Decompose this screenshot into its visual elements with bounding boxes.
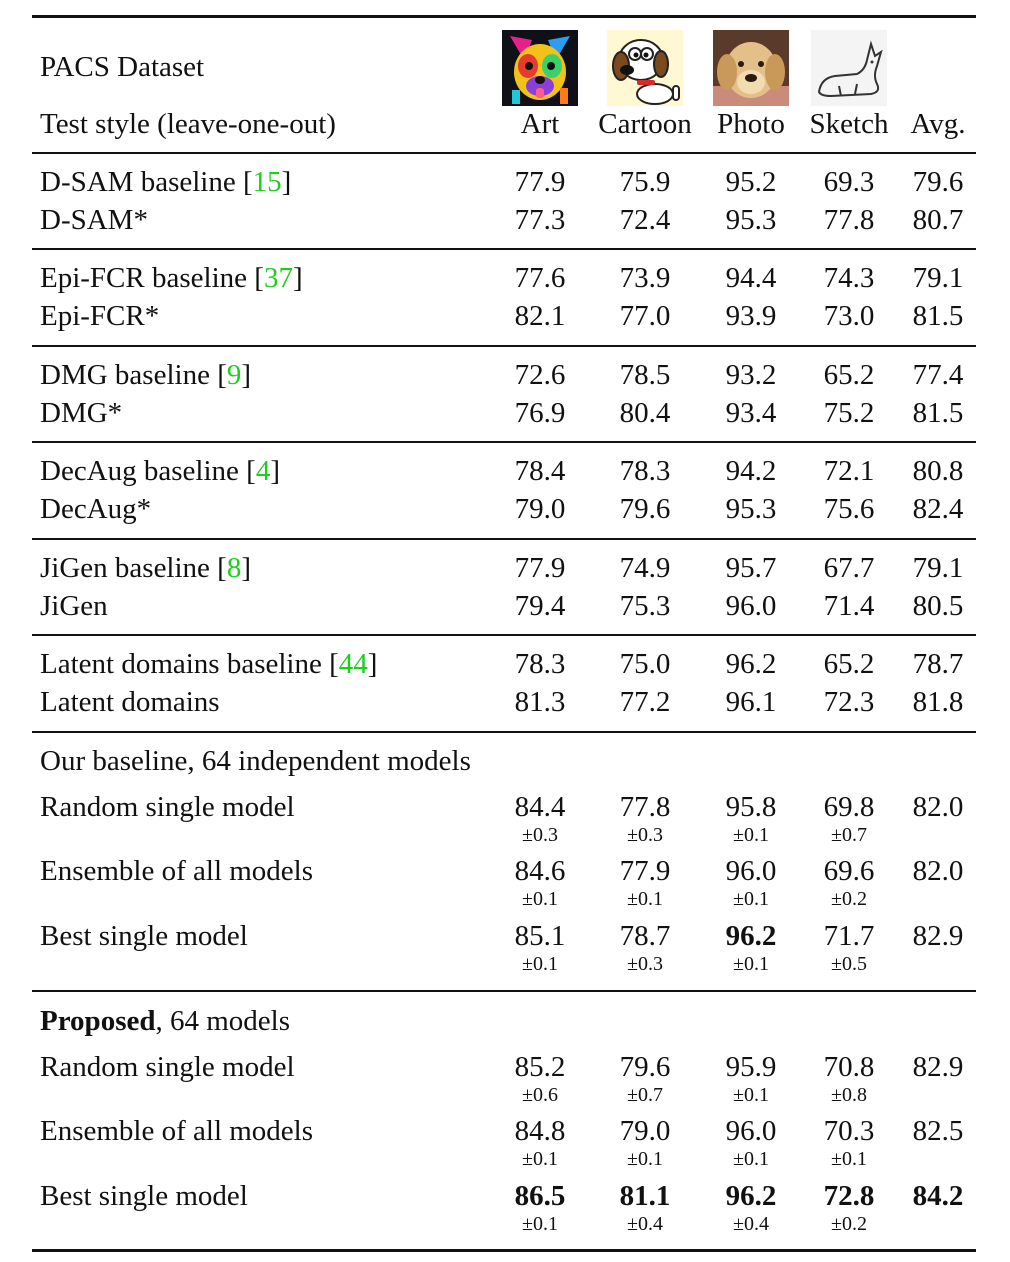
cite-bracket-close: ]	[292, 262, 303, 294]
value-cartoon: 78.3	[619, 455, 671, 487]
method-name	[40, 647, 377, 681]
cartoon-dog-thumbnail	[607, 30, 683, 106]
value-art: 78.3	[514, 648, 566, 680]
value-art: 77.6	[514, 262, 566, 294]
method-name-text: JiGen baseline	[40, 552, 218, 584]
proposed-title	[40, 1004, 290, 1038]
method-name: Ensemble of all models	[40, 855, 314, 887]
value-avg: 80.7	[912, 204, 964, 236]
column-header-art: Art	[520, 108, 560, 140]
value-sketch: 69.6	[823, 855, 875, 887]
value-photo: 95.3	[725, 204, 777, 236]
value-sketch: 75.2	[823, 397, 875, 429]
value-photo: 96.0	[725, 1115, 777, 1147]
std-sketch: ±0.2	[831, 888, 867, 910]
value-sketch: 67.7	[823, 552, 875, 584]
method-name	[40, 299, 159, 333]
value-art: 81.3	[514, 686, 566, 718]
cite-bracket-close: ]	[367, 648, 378, 680]
value-cartoon: 74.9	[619, 552, 671, 584]
method-name: Random single model	[40, 1051, 295, 1083]
std-photo: ±0.4	[733, 1213, 769, 1235]
method-name-text: D-SAM*	[40, 204, 148, 236]
value-photo: 96.2	[725, 648, 777, 680]
value-sketch: 73.0	[823, 300, 875, 332]
std-art: ±0.6	[522, 1084, 558, 1106]
value-sketch: 72.1	[823, 455, 875, 487]
value-sketch: 70.3	[823, 1115, 875, 1147]
group-rule	[32, 634, 976, 636]
group-rule	[32, 990, 976, 992]
std-photo: ±0.1	[733, 1148, 769, 1170]
value-art: 85.2	[514, 1051, 566, 1083]
value-cartoon: 77.2	[619, 686, 671, 718]
method-name: Random single model	[40, 791, 295, 823]
value-cartoon: 80.4	[619, 397, 671, 429]
group-rule	[32, 248, 976, 250]
value-sketch: 70.8	[823, 1051, 875, 1083]
cite-bracket-close: ]	[241, 552, 252, 584]
value-avg: 81.8	[912, 686, 964, 718]
value-photo: 94.2	[725, 455, 777, 487]
value-avg: 82.4	[912, 493, 964, 525]
cite-bracket-open: [	[217, 552, 227, 584]
value-sketch: 71.4	[823, 590, 875, 622]
bottom-rule	[32, 1249, 976, 1252]
value-sketch: 75.6	[823, 493, 875, 525]
value-avg: 80.5	[912, 590, 964, 622]
value-avg: 82.0	[912, 791, 964, 823]
std-sketch: ±0.1	[831, 1148, 867, 1170]
value-sketch: 65.2	[823, 359, 875, 391]
group-rule	[32, 345, 976, 347]
std-photo: ±0.1	[733, 1084, 769, 1106]
method-name	[40, 454, 280, 488]
value-photo: 96.1	[725, 686, 777, 718]
value-avg: 78.7	[912, 648, 964, 680]
value-cartoon: 73.9	[619, 262, 671, 294]
value-art: 84.6	[514, 855, 566, 887]
value-art: 79.0	[514, 493, 566, 525]
cite-bracket-open: [	[242, 166, 253, 198]
proposed-title-rest: , 64 models	[155, 1005, 291, 1037]
value-avg: 82.9	[912, 1051, 964, 1083]
art-dog-thumbnail	[502, 30, 578, 106]
value-photo: 93.4	[725, 397, 777, 429]
std-cartoon: ±0.1	[627, 1148, 663, 1170]
citation-link[interactable]: 44	[338, 648, 368, 680]
value-photo: 95.3	[725, 493, 777, 525]
value-art: 84.8	[514, 1115, 566, 1147]
value-photo: 95.8	[725, 791, 777, 823]
cite-bracket-open: [	[246, 455, 256, 487]
method-name-text: D-SAM baseline	[40, 166, 243, 198]
value-sketch: 72.8	[823, 1180, 875, 1212]
test-style-label: Test style (leave-one-out)	[40, 108, 336, 140]
value-cartoon: 78.5	[619, 359, 671, 391]
method-name: Ensemble of all models	[40, 1115, 314, 1147]
value-cartoon: 79.6	[619, 1051, 671, 1083]
group-rule	[32, 441, 976, 443]
column-header-photo: Photo	[717, 108, 785, 140]
value-art: 85.1	[514, 920, 566, 952]
citation-link[interactable]: 15	[252, 166, 282, 198]
value-art: 72.6	[514, 359, 566, 391]
std-sketch: ±0.5	[831, 953, 867, 975]
value-cartoon: 78.7	[619, 920, 671, 952]
method-name	[40, 358, 251, 392]
value-sketch: 77.8	[823, 204, 875, 236]
method-name-text: JiGen	[40, 590, 108, 622]
cite-bracket-close: ]	[281, 166, 292, 198]
value-cartoon: 81.1	[619, 1180, 671, 1212]
header-rule	[32, 152, 976, 154]
method-name-text: DMG baseline	[40, 359, 218, 391]
method-name	[40, 203, 148, 237]
value-art: 79.4	[514, 590, 566, 622]
our-baseline-title: Our baseline, 64 independent models	[40, 745, 471, 777]
photo-dog-thumbnail	[713, 30, 789, 106]
method-name-text: Latent domains baseline	[40, 648, 330, 680]
value-cartoon: 72.4	[619, 204, 671, 236]
method-name-text: Latent domains	[40, 686, 220, 718]
value-art: 77.3	[514, 204, 566, 236]
method-name	[40, 492, 151, 526]
value-photo: 96.2	[725, 1180, 777, 1212]
value-photo: 95.2	[725, 166, 777, 198]
value-avg: 79.1	[912, 262, 964, 294]
value-avg: 81.5	[912, 300, 964, 332]
std-art: ±0.1	[522, 953, 558, 975]
method-name	[40, 396, 122, 430]
citation-link[interactable]: 37	[263, 262, 293, 294]
value-photo: 96.0	[725, 590, 777, 622]
value-avg: 77.4	[912, 359, 964, 391]
std-photo: ±0.1	[733, 888, 769, 910]
value-photo: 95.7	[725, 552, 777, 584]
std-sketch: ±0.2	[831, 1213, 867, 1235]
value-sketch: 71.7	[823, 920, 875, 952]
value-avg: 82.0	[912, 855, 964, 887]
value-art: 78.4	[514, 455, 566, 487]
value-art: 82.1	[514, 300, 566, 332]
method-name: Best single model	[40, 920, 248, 952]
value-photo: 93.2	[725, 359, 777, 391]
value-photo: 95.9	[725, 1051, 777, 1083]
top-rule	[32, 15, 976, 18]
std-art: ±0.3	[522, 824, 558, 846]
value-cartoon: 79.0	[619, 1115, 671, 1147]
citation-link[interactable]: 9	[226, 359, 242, 391]
cite-bracket-open: [	[217, 359, 227, 391]
column-header-avg: Avg.	[910, 108, 966, 140]
method-name: Best single model	[40, 1180, 248, 1212]
cite-bracket-open: [	[254, 262, 264, 294]
std-cartoon: ±0.3	[627, 824, 663, 846]
std-cartoon: ±0.7	[627, 1084, 663, 1106]
value-sketch: 65.2	[823, 648, 875, 680]
value-avg: 79.1	[912, 552, 964, 584]
std-art: ±0.1	[522, 1148, 558, 1170]
value-sketch: 69.3	[823, 166, 875, 198]
std-sketch: ±0.7	[831, 824, 867, 846]
value-art: 77.9	[514, 552, 566, 584]
method-name-text: DMG*	[40, 397, 123, 429]
method-name	[40, 261, 303, 295]
std-cartoon: ±0.1	[627, 888, 663, 910]
method-name	[40, 589, 108, 623]
column-header-sketch: Sketch	[809, 108, 889, 140]
method-name-text: Epi-FCR baseline	[40, 262, 255, 294]
value-cartoon: 75.0	[619, 648, 671, 680]
value-sketch: 69.8	[823, 791, 875, 823]
method-name	[40, 685, 220, 719]
value-sketch: 72.3	[823, 686, 875, 718]
citation-link[interactable]: 8	[226, 552, 242, 584]
value-cartoon: 75.9	[619, 166, 671, 198]
value-cartoon: 79.6	[619, 493, 671, 525]
group-rule	[32, 731, 976, 733]
method-name	[40, 551, 251, 585]
value-sketch: 74.3	[823, 262, 875, 294]
proposed-title-bold: Proposed	[40, 1005, 156, 1037]
value-art: 84.4	[514, 791, 566, 823]
cite-bracket-close: ]	[270, 455, 280, 487]
std-art: ±0.1	[522, 1213, 558, 1235]
cite-bracket-open: [	[329, 648, 339, 680]
dataset-label: PACS Dataset	[40, 51, 205, 83]
value-cartoon: 75.3	[619, 590, 671, 622]
value-avg: 82.9	[912, 920, 964, 952]
std-photo: ±0.1	[733, 953, 769, 975]
method-name-text: Epi-FCR*	[40, 300, 160, 332]
value-avg: 84.2	[912, 1180, 964, 1212]
value-cartoon: 77.9	[619, 855, 671, 887]
value-cartoon: 77.0	[619, 300, 671, 332]
value-cartoon: 77.8	[619, 791, 671, 823]
value-avg: 80.8	[912, 455, 964, 487]
column-header-cartoon: Cartoon	[598, 108, 692, 140]
value-avg: 81.5	[912, 397, 964, 429]
value-avg: 79.6	[912, 166, 964, 198]
value-photo: 96.0	[725, 855, 777, 887]
citation-link[interactable]: 4	[255, 455, 271, 487]
value-photo: 94.4	[725, 262, 777, 294]
method-name-text: DecAug baseline	[40, 455, 247, 487]
std-sketch: ±0.8	[831, 1084, 867, 1106]
value-art: 76.9	[514, 397, 566, 429]
sketch-dog-thumbnail	[811, 30, 887, 106]
value-art: 86.5	[514, 1180, 566, 1212]
method-name	[40, 165, 291, 199]
std-cartoon: ±0.3	[627, 953, 663, 975]
value-photo: 96.2	[725, 920, 777, 952]
value-art: 77.9	[514, 166, 566, 198]
std-art: ±0.1	[522, 888, 558, 910]
std-cartoon: ±0.4	[627, 1213, 663, 1235]
value-avg: 82.5	[912, 1115, 964, 1147]
cite-bracket-close: ]	[241, 359, 252, 391]
method-name-text: DecAug*	[40, 493, 152, 525]
value-photo: 93.9	[725, 300, 777, 332]
group-rule	[32, 538, 976, 540]
std-photo: ±0.1	[733, 824, 769, 846]
